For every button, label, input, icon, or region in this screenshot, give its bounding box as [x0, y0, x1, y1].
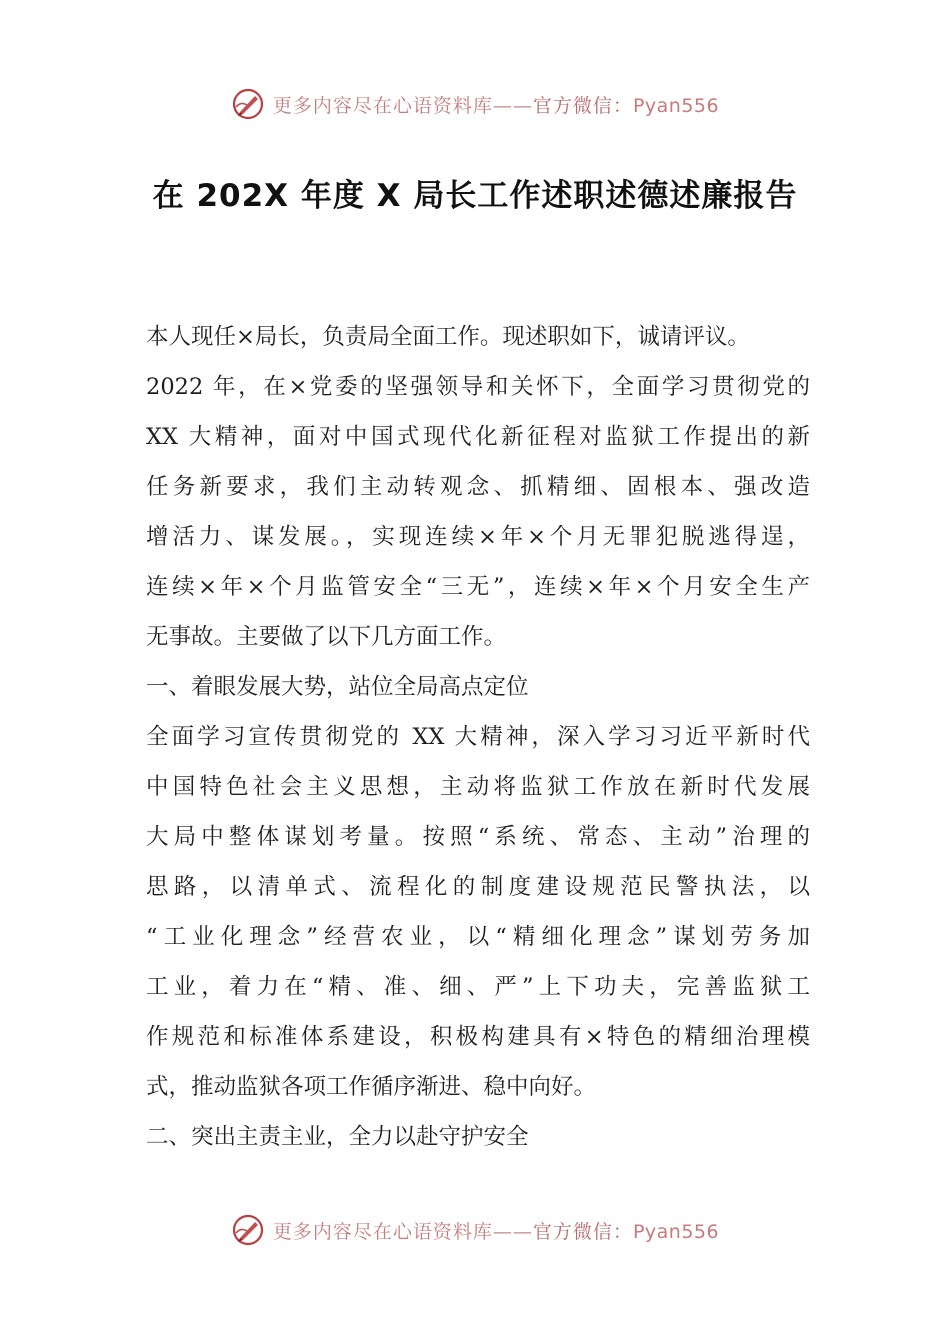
document-title: 在 202X 年度 X 局长工作述职述德述廉报告 — [152, 178, 798, 214]
text-line: 无事故。主要做了以下几方面工作。 — [146, 624, 507, 650]
section-heading: 一、着眼发展大势，站位全局高点定位 — [146, 674, 529, 700]
text-line: XX 大精神，面对中国式现代化新征程对监狱工作提出的新 — [146, 424, 810, 450]
watermark-footer — [0, 1208, 950, 1252]
text-line: 工业，着力在“精、准、细、严”上下功夫，完善监狱工 — [146, 974, 810, 1000]
text-line: 作规范和标准体系建设，积极构建具有×特色的精细治理模 — [146, 1024, 810, 1050]
watermark-text: 更多内容尽在心语资料库——官方微信：Pyan556 — [272, 1220, 720, 1243]
text-line: “工业化理念”经营农业，以“精细化理念”谋划劳务加 — [146, 924, 810, 950]
watermark-text: 更多内容尽在心语资料库——官方微信：Pyan556 — [272, 94, 720, 117]
text-line: 思路，以清单式、流程化的制度建设规范民警执法，以 — [146, 874, 810, 900]
text-line: 式，推动监狱各项工作循序渐进、稳中向好。 — [146, 1074, 597, 1100]
watermark-header — [0, 82, 950, 126]
text-line: 增活力、谋发展。，实现连续×年×个月无罪犯脱逃得逞， — [146, 524, 810, 550]
text-line: 2022 年，在×党委的坚强领导和关怀下，全面学习贯彻党的 — [146, 374, 810, 400]
document-body — [146, 312, 810, 1162]
text-line: 全面学习宣传贯彻党的 XX 大精神，深入学习习近平新时代 — [146, 724, 810, 750]
section-heading: 二、突出主责主业，全力以赴守护安全 — [146, 1124, 529, 1150]
text-line: 连续×年×个月监管安全“三无”，连续×年×个月安全生产 — [146, 574, 810, 600]
text-line: 大局中整体谋划考量。按照“系统、常态、主动”治理的 — [146, 824, 810, 850]
text-line: 中国特色社会主义思想，主动将监狱工作放在新时代发展 — [146, 774, 810, 800]
pen-logo-icon — [231, 87, 265, 121]
text-line: 本人现任×局长，负责局全面工作。现述职如下，诚请评议。 — [146, 324, 750, 350]
pen-logo-icon — [231, 1213, 265, 1247]
text-line: 任务新要求，我们主动转观念、抓精细、固根本、强改造 — [146, 474, 810, 500]
